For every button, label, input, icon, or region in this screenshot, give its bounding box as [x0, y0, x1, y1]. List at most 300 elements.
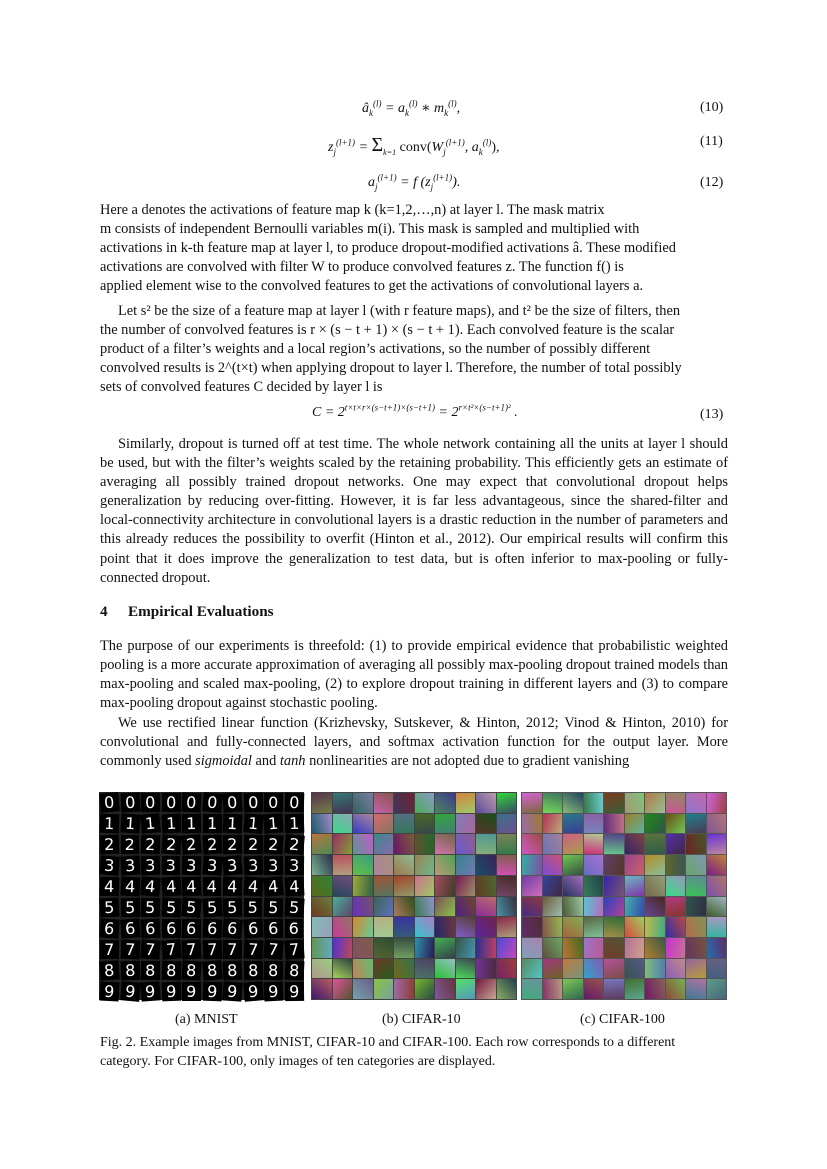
- mnist-digit-cell: 7: [140, 939, 160, 959]
- cifar100-thumbnail: [543, 938, 563, 958]
- cifar10-thumbnail: [497, 834, 517, 854]
- cifar100-thumbnail: [604, 814, 624, 834]
- mnist-digit-cell: 8: [243, 961, 262, 980]
- mnist-digit-cell: 5: [223, 898, 242, 918]
- cifar100-thumbnail: [625, 793, 645, 813]
- mnist-digit-cell: 4: [203, 877, 222, 896]
- cifar10-thumbnail: [456, 959, 476, 979]
- cifar10-thumbnail: [374, 814, 394, 834]
- cifar100-thumbnail: [625, 814, 645, 834]
- mnist-digit-cell: 0: [243, 793, 262, 813]
- cifar100-thumbnail: [686, 814, 706, 834]
- cifar100-thumbnail: [584, 917, 604, 937]
- mnist-digit-cell: 0: [161, 793, 180, 812]
- cifar10-thumbnail: [435, 979, 455, 999]
- mnist-digit-cell: 4: [100, 877, 119, 896]
- cifar10-thumbnail: [312, 897, 332, 917]
- mnist-digit-cell: 2: [121, 835, 140, 854]
- cifar100-thumbnail: [522, 834, 542, 854]
- cifar10-thumbnail: [353, 814, 373, 834]
- cifar100-thumbnail: [625, 897, 645, 917]
- mnist-digit-cell: 5: [202, 897, 222, 917]
- cifar100-thumbnail: [645, 834, 665, 854]
- cifar10-thumbnail: [353, 897, 373, 917]
- cifar10-thumbnail: [415, 938, 435, 958]
- cifar10-thumbnail: [435, 917, 455, 937]
- mnist-digit-cell: 5: [161, 898, 180, 918]
- mnist-digit-cell: 7: [263, 939, 283, 960]
- paragraph-notation-line: m consists of independent Bernoulli variables m(i). This mask is sampled and multiplied with: [100, 221, 640, 238]
- cifar10-thumbnail: [353, 876, 373, 896]
- cifar10-thumbnail: [374, 855, 394, 875]
- mnist-digit-cell: 4: [182, 877, 201, 897]
- cifar100-thumbnail: [686, 855, 706, 875]
- cifar100-thumbnail: [543, 814, 563, 834]
- mnist-digit-cell: 6: [243, 918, 263, 938]
- cifar10-thumbnail: [415, 855, 435, 875]
- mnist-digit-cell: 8: [181, 960, 201, 980]
- cifar10-thumbnail: [497, 897, 517, 917]
- cifar100-thumbnail: [563, 876, 583, 896]
- mnist-digit-cell: 5: [100, 898, 119, 918]
- cifar100-thumbnail: [543, 979, 563, 999]
- mnist-digit-cell: 7: [243, 940, 262, 960]
- mnist-digit-cell: 2: [284, 834, 304, 855]
- paragraph-feature-count-line: product of a filter’s weights and a local region’s activations, so the number of possibly different: [100, 341, 651, 358]
- equation-10: $â_k^{(l)} = a_k^{(l)}$ ∗ $m_k^{(l)}$,: [362, 98, 461, 118]
- cifar10-thumbnail: [476, 876, 496, 896]
- cifar10-thumbnail: [456, 814, 476, 834]
- cifar10-thumbnail: [415, 897, 435, 917]
- mnist-digit-cell: 3: [162, 856, 181, 875]
- cifar100-thumbnail: [686, 979, 706, 999]
- cifar10-thumbnail: [394, 897, 414, 917]
- mnist-digit-cell: 9: [202, 982, 221, 1002]
- mnist-digit-cell: 6: [202, 919, 221, 939]
- paragraph-notation-line: Here a denotes the activations of feature map k (k=1,2,…,n) at layer l. The mask matrix: [100, 202, 605, 218]
- mnist-digit-cell: 1: [223, 814, 242, 834]
- cifar100-thumbnail: [604, 793, 624, 813]
- cifar10-thumbnail: [497, 855, 517, 875]
- cifar10-thumbnail: [497, 938, 517, 958]
- cifar100-thumbnail: [543, 793, 563, 813]
- mnist-digit-cell: 3: [243, 856, 262, 876]
- equation-11: $z_j^{(l+1)} = \Sigma_{k=1}$ $conv(W_j^{(l+1)}$, $a_k^{(l)}$),: [328, 134, 500, 157]
- cifar10-thumbnail: [312, 876, 332, 896]
- cifar10-thumbnail: [312, 917, 332, 937]
- cifar10-thumbnail: [415, 979, 435, 999]
- cifar10-thumbnail: [333, 897, 353, 917]
- cifar100-thumbnail: [625, 938, 645, 958]
- mnist-digit-cell: 6: [99, 918, 119, 938]
- equation-13: $C = 2^{t\times t\times r\times(s-t+1)\times(s-t+1)} = 2^{r\times t^2\times(s-t+1)^2}$ .: [312, 402, 518, 420]
- mnist-digit-cell: 9: [222, 981, 242, 1001]
- cifar100-thumbnail: [543, 834, 563, 854]
- cifar10-thumbnail: [394, 959, 414, 979]
- cifar100-thumbnail: [604, 938, 624, 958]
- cifar100-thumbnail: [584, 876, 604, 896]
- paragraph-activation: [100, 714, 728, 771]
- equation-12: $a_j^{(l+1)} = f$ $(z_j^{(l+1)})$.: [368, 172, 461, 192]
- mnist-digit-cell: 3: [202, 855, 222, 875]
- mnist-digit-cell: 4: [161, 876, 181, 896]
- cifar10-thumbnail: [353, 793, 373, 813]
- mnist-digit-cell: 1: [263, 813, 283, 833]
- mnist-digit-cell: 5: [284, 897, 304, 917]
- mnist-digit-cell: 5: [244, 898, 263, 917]
- mnist-digit-cell: 2: [243, 835, 262, 854]
- cifar10-thumbnail: [476, 959, 496, 979]
- cifar100-thumbnail: [707, 814, 727, 834]
- mnist-digit-cell: 9: [182, 982, 201, 1001]
- cifar10-thumbnail: [333, 814, 353, 834]
- cifar10-thumbnail: [353, 834, 373, 854]
- paragraph-activation-mid: and: [251, 753, 280, 770]
- cifar10-thumbnail: [374, 793, 394, 813]
- mnist-digit-cell: 6: [264, 919, 283, 939]
- cifar10-thumbnail: [394, 979, 414, 999]
- mnist-digit-cell: 1: [202, 814, 221, 833]
- cifar10-thumbnail: [415, 834, 435, 854]
- mnist-digit-cell: 8: [99, 960, 119, 980]
- cifar100-thumbnail: [522, 959, 542, 979]
- cifar10-thumbnail: [374, 959, 394, 979]
- cifar10-thumbnail: [476, 814, 496, 834]
- mnist-image-grid: [99, 792, 304, 1000]
- mnist-digit-cell: 8: [223, 961, 242, 981]
- cifar100-thumbnail: [707, 876, 727, 896]
- mnist-digit-cell: 6: [222, 918, 242, 939]
- cifar100-thumbnail: [707, 959, 727, 979]
- mnist-digit-cell: 6: [120, 918, 140, 939]
- mnist-digit-cell: 1: [182, 814, 201, 833]
- cifar100-thumbnail: [563, 834, 583, 854]
- cifar100-thumbnail: [645, 897, 665, 917]
- mnist-digit-cell: 0: [99, 792, 119, 813]
- paragraph-purpose: [100, 637, 728, 713]
- mnist-digit-cell: 2: [141, 835, 160, 855]
- cifar100-thumbnail: [543, 855, 563, 875]
- cifar100-thumbnail: [666, 938, 686, 958]
- mnist-digit-cell: 7: [223, 940, 242, 959]
- cifar10-thumbnail: [456, 793, 476, 813]
- section-heading: [100, 603, 274, 621]
- mnist-digit-cell: 5: [264, 898, 283, 918]
- cifar100-thumbnail: [686, 938, 706, 958]
- paragraph-purpose-text: The purpose of our experiments is threefold: (1) to provide empirical evidence that probabilistic weighted pooling is a more accurate approximation of averaging all possibly max-pooling dropout trained models than max-pooling and scaled max-pooling, (2) to explore dropout training in different layers and (3) to compare max-pooling dropout against stochastic pooling.: [100, 638, 728, 712]
- cifar10-thumbnail: [497, 979, 517, 999]
- mnist-digit-cell: 6: [182, 919, 201, 938]
- mnist-digit-cell: 9: [161, 982, 180, 1002]
- mnist-digit-cell: 8: [161, 961, 180, 981]
- cifar100-thumbnail: [563, 959, 583, 979]
- cifar10-thumbnail: [456, 876, 476, 896]
- cifar100-thumbnail: [563, 855, 583, 875]
- cifar10-thumbnail: [374, 876, 394, 896]
- cifar10-thumbnail: [456, 979, 476, 999]
- mnist-digit-cell: 8: [284, 961, 303, 981]
- cifar100-thumbnail: [645, 855, 665, 875]
- cifar10-thumbnail: [435, 897, 455, 917]
- cifar100-thumbnail: [543, 876, 563, 896]
- equation-12-number: (12): [700, 175, 724, 190]
- cifar10-thumbnail: [415, 959, 435, 979]
- cifar10-thumbnail: [353, 959, 373, 979]
- cifar100-thumbnail: [707, 897, 727, 917]
- mnist-digit-cell: 9: [100, 982, 119, 1002]
- cifar10-thumbnail: [394, 793, 414, 813]
- paragraph-feature-count-line: convolved results is 2^(t×t) when applying dropout to layer l. Therefore, the number of total possibly: [100, 360, 682, 377]
- mnist-digit-cell: 8: [202, 960, 222, 981]
- mnist-digit-cell: 4: [120, 877, 139, 897]
- cifar10-thumbnail: [353, 855, 373, 875]
- cifar100-thumbnail: [666, 959, 686, 979]
- mnist-digit-cell: 5: [181, 897, 201, 918]
- section-title: Empirical Evaluations: [128, 603, 274, 620]
- cifar10-thumbnail: [353, 979, 373, 999]
- cifar10-thumbnail: [374, 938, 394, 958]
- cifar100-thumbnail: [645, 876, 665, 896]
- mnist-digit-cell: 7: [161, 939, 181, 960]
- mnist-digit-cell: 4: [140, 876, 160, 897]
- cifar10-thumbnail: [435, 793, 455, 813]
- cifar10-thumbnail: [497, 917, 517, 937]
- cifar100-thumbnail: [625, 855, 645, 875]
- cifar10-thumbnail: [476, 793, 496, 813]
- cifar100-thumbnail: [604, 959, 624, 979]
- cifar10-thumbnail: [394, 814, 414, 834]
- cifar10-thumbnail: [456, 834, 476, 854]
- cifar10-thumbnail: [456, 938, 476, 958]
- cifar10-thumbnail: [497, 876, 517, 896]
- cifar100-thumbnail: [604, 979, 624, 999]
- cifar10-thumbnail: [333, 979, 353, 999]
- cifar100-thumbnail: [645, 917, 665, 937]
- cifar10-thumbnail: [456, 897, 476, 917]
- cifar10-thumbnail: [374, 834, 394, 854]
- mnist-digit-cell: 1: [100, 814, 119, 834]
- cifar100-thumbnail: [604, 834, 624, 854]
- cifar10-thumbnail: [312, 979, 332, 999]
- cifar10-thumbnail: [497, 814, 517, 834]
- mnist-digit-cell: 7: [202, 940, 221, 959]
- cifar100-thumbnail: [584, 834, 604, 854]
- cifar100-thumbnail: [522, 855, 542, 875]
- cifar10-thumbnail: [374, 897, 394, 917]
- cifar100-thumbnail: [666, 855, 686, 875]
- cifar100-thumbnail: [584, 938, 604, 958]
- tanh-term: tanh: [279, 753, 306, 770]
- mnist-digit-cell: 1: [120, 813, 140, 833]
- mnist-digit-cell: 9: [264, 982, 283, 1002]
- cifar10-thumbnail: [476, 917, 496, 937]
- cifar10-thumbnail-grid: [311, 792, 517, 1000]
- mnist-digit-cell: 6: [141, 919, 160, 939]
- cifar10-thumbnail: [333, 834, 353, 854]
- cifar10-thumbnail: [333, 855, 353, 875]
- mnist-digit-cell: 2: [223, 835, 242, 854]
- paragraph-activation-text: [100, 714, 728, 771]
- figure-caption: Fig. 2. Example images from MNIST, CIFAR-10 and CIFAR-100. Each row corresponds to a different category. For CIFAR-100, only images of ten categories are displayed.: [100, 1035, 676, 1069]
- cifar100-thumbnail: [686, 876, 706, 896]
- cifar100-image-grid: [521, 792, 727, 1000]
- cifar10-thumbnail: [415, 917, 435, 937]
- cifar100-thumbnail: [686, 897, 706, 917]
- cifar100-thumbnail: [604, 855, 624, 875]
- cifar10-thumbnail: [353, 938, 373, 958]
- cifar100-thumbnail: [604, 917, 624, 937]
- mnist-digit-cell: 0: [202, 792, 222, 813]
- cifar100-thumbnail: [563, 938, 583, 958]
- paragraph-feature-count: [100, 302, 728, 397]
- cifar10-thumbnail: [415, 814, 435, 834]
- mnist-digit-cell: 3: [141, 856, 160, 876]
- cifar100-thumbnail: [666, 876, 686, 896]
- cifar100-thumbnail: [563, 793, 583, 813]
- cifar100-thumbnail: [563, 979, 583, 999]
- cifar100-thumbnail: [625, 876, 645, 896]
- cifar10-thumbnail: [497, 793, 517, 813]
- paragraph-feature-count-line: the number of convolved features is r × (s − t + 1) × (s − t + 1). Each convolved feature is the scalar: [100, 322, 675, 339]
- cifar10-thumbnail: [476, 834, 496, 854]
- cifar10-thumbnail: [435, 814, 455, 834]
- paragraph-notation-line: activations are convolved with filter W to produce convolved features z. The function f() is: [100, 259, 624, 276]
- cifar100-thumbnail: [625, 917, 645, 937]
- cifar10-thumbnail: [312, 938, 332, 958]
- cifar10-thumbnail: [476, 979, 496, 999]
- cifar100-thumbnail: [563, 917, 583, 937]
- mnist-digit-cell: 3: [182, 856, 201, 876]
- cifar10-thumbnail: [435, 876, 455, 896]
- cifar10-image-grid: [311, 792, 517, 1000]
- cifar100-thumbnail: [707, 917, 727, 937]
- mnist-digit-cell: 6: [285, 919, 304, 938]
- cifar10-thumbnail: [497, 959, 517, 979]
- cifar100-thumbnail: [563, 897, 583, 917]
- cifar100-thumbnail: [584, 979, 604, 999]
- cifar100-thumbnail: [584, 814, 604, 834]
- cifar100-thumbnail: [584, 959, 604, 979]
- mnist-digit-cell: 9: [120, 981, 140, 1002]
- cifar10-thumbnail: [435, 938, 455, 958]
- mnist-digit-cell: 0: [182, 793, 201, 813]
- cifar100-thumbnail-grid: [521, 792, 727, 1000]
- cifar10-thumbnail: [394, 917, 414, 937]
- cifar10-thumbnail: [333, 959, 353, 979]
- mnist-digit-cell: 8: [120, 961, 139, 981]
- paragraph-notation-line: activations in k-th feature map at layer l, to produce dropout-modified activations â. These modified: [100, 240, 676, 257]
- cifar100-thumbnail: [707, 793, 727, 813]
- mnist-digit-cell: 5: [120, 898, 139, 917]
- cifar10-thumbnail: [435, 834, 455, 854]
- mnist-digit-cell: 0: [222, 792, 242, 812]
- cifar10-thumbnail: [374, 979, 394, 999]
- paragraph-activation-before: We use rectified linear function (Krizhevsky, Sutskever, & Hinton, 2012; Vinod & Hinton, 2010) for convolutional and fully-connected layers, and softmax activation function for the output layer. More commonly used: [100, 715, 728, 770]
- cifar10-thumbnail: [415, 793, 435, 813]
- cifar100-thumbnail: [666, 834, 686, 854]
- cifar10-thumbnail: [312, 834, 332, 854]
- mnist-digit-cell: 9: [140, 981, 160, 1001]
- mnist-digit-cell: 3: [99, 855, 119, 876]
- mnist-digit-grid: [99, 792, 304, 1000]
- cifar10-thumbnail: [456, 855, 476, 875]
- cifar100-thumbnail: [645, 938, 665, 958]
- cifar10-thumbnail: [435, 959, 455, 979]
- cifar100-thumbnail: [522, 897, 542, 917]
- mnist-digit-cell: 8: [141, 961, 160, 980]
- cifar10-thumbnail: [415, 876, 435, 896]
- cifar100-thumbnail: [707, 938, 727, 958]
- mnist-digit-cell: 7: [182, 940, 201, 960]
- cifar100-thumbnail: [522, 876, 542, 896]
- caption-mnist: (a) MNIST: [175, 1012, 238, 1027]
- cifar100-thumbnail: [522, 917, 542, 937]
- mnist-digit-cell: 7: [100, 940, 119, 959]
- mnist-digit-cell: 2: [161, 834, 181, 854]
- cifar100-thumbnail: [604, 876, 624, 896]
- equation-10-number: (10): [700, 100, 724, 115]
- cifar10-thumbnail: [333, 876, 353, 896]
- cifar10-thumbnail: [476, 938, 496, 958]
- mnist-digit-cell: 0: [284, 793, 303, 813]
- cifar100-thumbnail: [686, 793, 706, 813]
- cifar10-thumbnail: [333, 793, 353, 813]
- mnist-digit-cell: 3: [222, 855, 242, 876]
- mnist-digit-cell: 8: [264, 961, 283, 980]
- mnist-digit-cell: 9: [284, 982, 303, 1001]
- cifar100-thumbnail: [522, 938, 542, 958]
- cifar10-thumbnail: [374, 917, 394, 937]
- cifar10-thumbnail: [312, 793, 332, 813]
- mnist-digit-cell: 6: [161, 919, 180, 938]
- cifar100-thumbnail: [522, 793, 542, 813]
- mnist-digit-cell: 4: [243, 876, 263, 896]
- cifar100-thumbnail: [645, 959, 665, 979]
- paragraph-test-time-text: Similarly, dropout is turned off at test time. The whole network containing all the units at layer l should be used, but with the filter’s weights scaled by the retaining probability. This efficiently gets an estimate of averaging all possibly trained dropout networks. One may expect that convolutional dropout helps generalization by reducing over-fitting. However, it is far less advantageous, since the shared-filter and local-connectivity architecture in convolutional layers is a drastic reduction in the number of parameters and this already reduces the possibility to overfit (Hinton et al., 2012). Our empirical results will confirm this point that it does improve the generalization to test data, but is often inferior to max-pooling or fully-connected dropout.: [100, 436, 728, 586]
- mnist-digit-cell: 3: [284, 856, 303, 875]
- mnist-digit-cell: 4: [284, 877, 303, 897]
- cifar10-thumbnail: [394, 834, 414, 854]
- cifar100-thumbnail: [686, 834, 706, 854]
- mnist-digit-cell: 3: [120, 855, 140, 875]
- cifar10-thumbnail: [333, 938, 353, 958]
- mnist-digit-cell: 1: [140, 813, 160, 834]
- cifar10-thumbnail: [435, 855, 455, 875]
- cifar100-thumbnail: [543, 897, 563, 917]
- caption-cifar10: (b) CIFAR-10: [382, 1012, 461, 1027]
- cifar10-thumbnail: [312, 959, 332, 979]
- cifar10-thumbnail: [394, 876, 414, 896]
- cifar100-thumbnail: [584, 897, 604, 917]
- caption-cifar100: (c) CIFAR-100: [580, 1012, 665, 1027]
- cifar10-thumbnail: [333, 917, 353, 937]
- cifar100-thumbnail: [707, 855, 727, 875]
- cifar100-thumbnail: [584, 855, 604, 875]
- mnist-digit-cell: 2: [100, 835, 119, 855]
- cifar100-thumbnail: [563, 814, 583, 834]
- cifar10-thumbnail: [353, 917, 373, 937]
- mnist-digit-cell: 2: [264, 835, 283, 855]
- mnist-digit-cell: 0: [264, 793, 283, 812]
- cifar100-thumbnail: [666, 917, 686, 937]
- mnist-digit-cell: 0: [120, 793, 139, 813]
- cifar100-thumbnail: [625, 979, 645, 999]
- mnist-digit-cell: 7: [120, 940, 139, 960]
- mnist-digit-cell: 2: [202, 835, 221, 855]
- cifar10-thumbnail: [476, 897, 496, 917]
- mnist-digit-cell: 2: [181, 834, 201, 855]
- paragraph-feature-count-line: sets of convolved features C decided by layer l is: [100, 379, 383, 396]
